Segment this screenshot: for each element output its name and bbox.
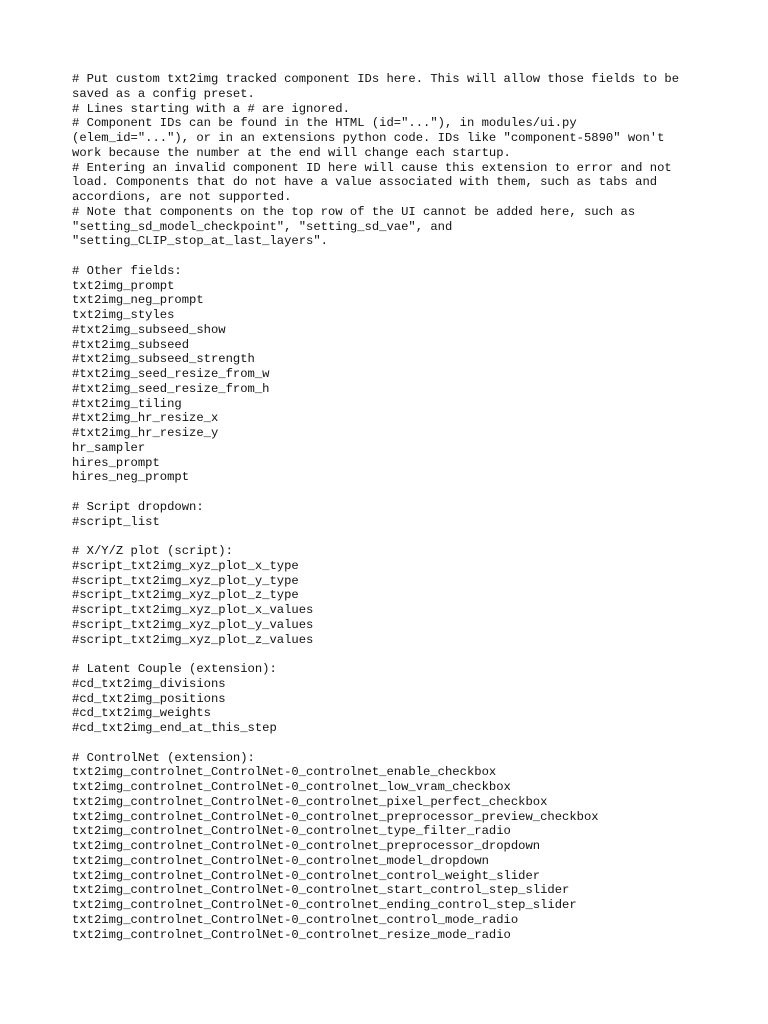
text-line: # Entering an invalid component ID here will cause this extension to error and not	[72, 160, 672, 175]
component-id-line: hr_sampler	[72, 440, 146, 455]
paragraph-gap	[72, 647, 712, 662]
text-line: # Lines starting with a # are ignored.	[72, 101, 350, 116]
component-id-line: #txt2img_seed_resize_from_w	[72, 367, 270, 381]
component-id-line: txt2img_controlnet_ControlNet-0_controlnet_ending_control_step_slider	[72, 898, 577, 912]
component-id-line: #cd_txt2img_weights	[72, 706, 211, 721]
component-id-line: #txt2img_seed_resize_from_h	[72, 381, 270, 396]
xyz-plot-section	[72, 544, 712, 647]
component-id-line: hires_prompt	[72, 455, 160, 470]
text-line: # Note that components on the top row of the UI cannot be added here, such as	[72, 204, 636, 219]
text-line: "setting_sd_model_checkpoint", "setting_sd_vae", and	[72, 219, 453, 234]
text-line: (elem_id="..."), or in an extensions python code. IDs like "component-5890" won't	[72, 131, 665, 145]
component-id-line: txt2img_neg_prompt	[72, 293, 204, 308]
component-id-line: #txt2img_subseed_strength	[72, 352, 255, 367]
component-id-line: txt2img_controlnet_ControlNet-0_controlnet_preprocessor_dropdown	[72, 839, 541, 853]
component-id-line: #script_txt2img_xyz_plot_y_values	[72, 617, 314, 632]
section-heading: # Latent Couple (extension):	[72, 662, 277, 676]
paragraph-gap	[72, 249, 712, 264]
component-id-line: txt2img_controlnet_ControlNet-0_controlnet_pixel_perfect_checkbox	[72, 794, 548, 809]
component-id-line: txt2img_controlnet_ControlNet-0_controlnet_enable_checkbox	[72, 765, 497, 780]
section-heading: # Script dropdown:	[72, 499, 204, 514]
component-id-line: txt2img_styles	[72, 308, 175, 322]
component-id-line: #txt2img_subseed	[72, 337, 190, 352]
component-id-line: #cd_txt2img_end_at_this_step	[72, 721, 277, 735]
component-id-line: #cd_txt2img_divisions	[72, 676, 226, 691]
script-dropdown-section	[72, 500, 712, 530]
component-id-line: hires_neg_prompt	[72, 470, 190, 485]
component-id-line: #txt2img_hr_resize_x	[72, 411, 219, 426]
section-heading: # ControlNet (extension):	[72, 750, 255, 765]
component-id-line: #script_list	[72, 514, 160, 529]
paragraph-gap	[72, 736, 712, 751]
other-fields-section	[72, 264, 712, 485]
component-id-line: txt2img_controlnet_ControlNet-0_controlnet_resize_mode_radio	[72, 927, 511, 942]
component-id-line: txt2img_controlnet_ControlNet-0_controlnet_start_control_step_slider	[72, 883, 570, 898]
paragraph-gap	[72, 485, 712, 500]
text-line: # Put custom txt2img tracked component IDs here. This will allow those fields to be	[72, 72, 680, 86]
component-id-line: txt2img_controlnet_ControlNet-0_controlnet_model_dropdown	[72, 853, 489, 868]
component-id-line: txt2img_controlnet_ControlNet-0_controlnet_control_mode_radio	[72, 912, 519, 927]
component-id-line: #script_txt2img_xyz_plot_x_values	[72, 603, 314, 617]
paragraph-gap	[72, 529, 712, 544]
text-line: work because the number at the end will change each startup.	[72, 145, 511, 160]
section-heading: # X/Y/Z plot (script):	[72, 544, 233, 558]
component-id-line: #script_txt2img_xyz_plot_z_values	[72, 632, 314, 647]
text-line: saved as a config preset.	[72, 86, 255, 101]
text-line: load. Components that do not have a value associated with them, such as tabs and	[72, 175, 658, 190]
component-id-line: #script_txt2img_xyz_plot_z_type	[72, 588, 299, 603]
document-body	[72, 72, 712, 942]
component-id-line: #script_txt2img_xyz_plot_x_type	[72, 558, 299, 573]
component-id-line: txt2img_controlnet_ControlNet-0_controlnet_preprocessor_preview_checkbox	[72, 809, 599, 824]
component-id-line: txt2img_controlnet_ControlNet-0_controlnet_low_vram_checkbox	[72, 780, 511, 794]
component-id-line: #txt2img_hr_resize_y	[72, 426, 219, 440]
component-id-line: #script_txt2img_xyz_plot_y_type	[72, 573, 299, 588]
latent-couple-section	[72, 662, 712, 736]
component-id-line: #txt2img_subseed_show	[72, 322, 226, 337]
component-id-line: txt2img_prompt	[72, 278, 175, 293]
component-id-line: #cd_txt2img_positions	[72, 691, 226, 706]
text-line: "setting_CLIP_stop_at_last_layers".	[72, 234, 328, 249]
text-line: # Component IDs can be found in the HTML (id="..."), in modules/ui.py	[72, 116, 577, 131]
section-heading: # Other fields:	[72, 263, 182, 278]
controlnet-section	[72, 751, 712, 943]
component-id-line: txt2img_controlnet_ControlNet-0_controlnet_control_weight_slider	[72, 868, 541, 883]
component-id-line: #txt2img_tiling	[72, 396, 182, 411]
intro-paragraph	[72, 72, 712, 249]
text-line: accordions, are not supported.	[72, 190, 292, 204]
component-id-line: txt2img_controlnet_ControlNet-0_controlnet_type_filter_radio	[72, 824, 511, 839]
